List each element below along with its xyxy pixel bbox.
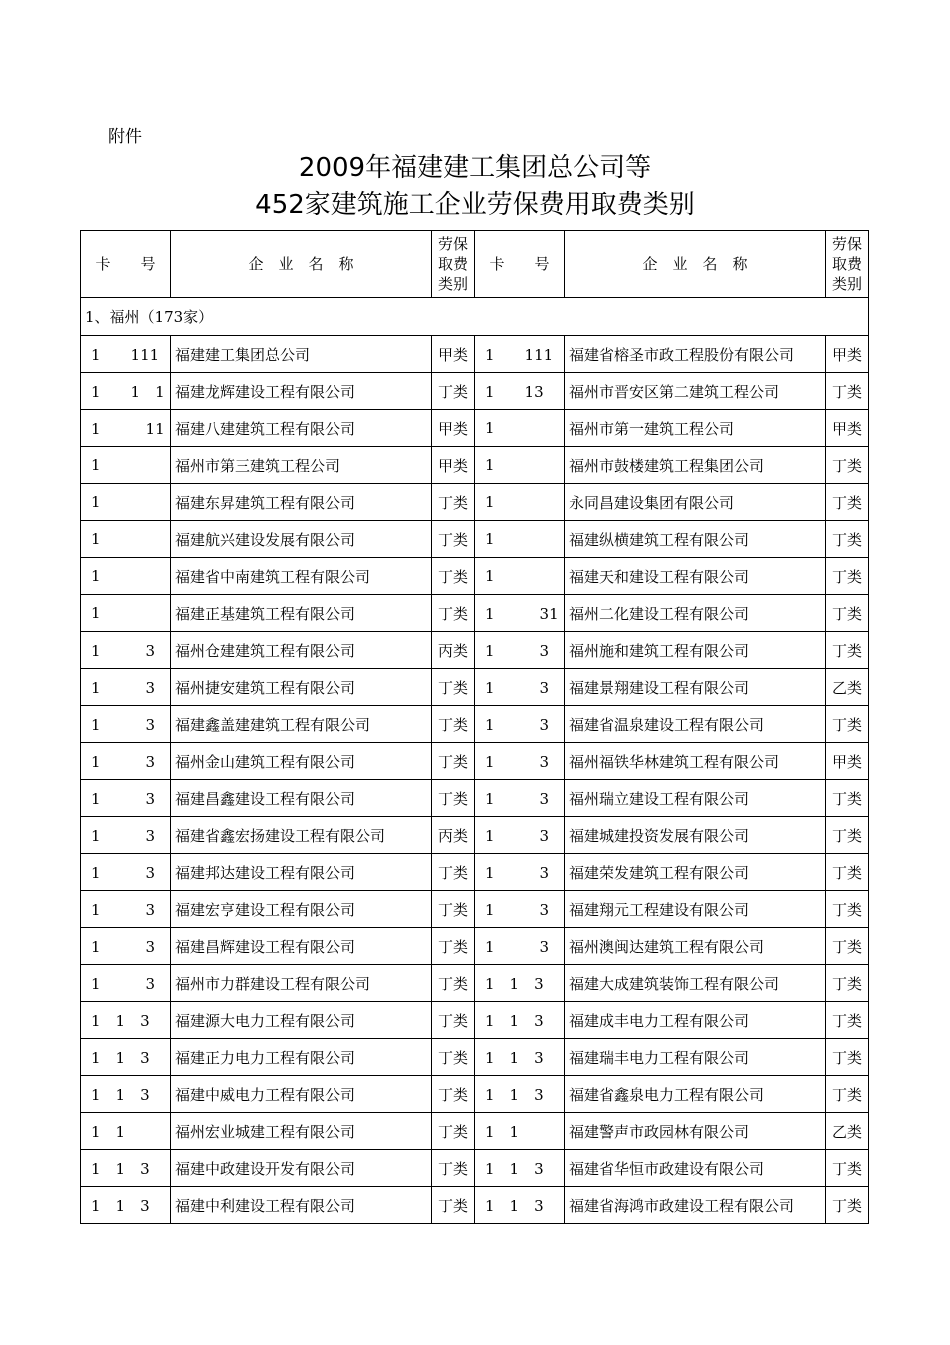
right-fee-class: 丁类 — [826, 1076, 869, 1113]
left-fee-class: 丁类 — [432, 669, 475, 706]
right-company-name: 福州市晋安区第二建筑工程公司 — [565, 373, 826, 410]
left-card-no: 1 3 — [81, 743, 171, 780]
right-fee-class: 甲类 — [826, 336, 869, 373]
left-card-no: 1 1 — [81, 1113, 171, 1150]
left-card-no: 1 1 3 — [81, 1076, 171, 1113]
fee-class-table — [80, 230, 869, 1224]
header-company-left: 企 业 名 称 — [171, 231, 432, 298]
right-company-name: 福建翔元工程建设有限公司 — [565, 891, 826, 928]
table-row — [81, 410, 869, 447]
left-company-name: 福建航兴建设发展有限公司 — [171, 521, 432, 558]
table-row — [81, 558, 869, 595]
table-row — [81, 854, 869, 891]
table-row — [81, 1076, 869, 1113]
left-company-name: 福州捷安建筑工程有限公司 — [171, 669, 432, 706]
right-company-name: 福州福铁华林建筑工程有限公司 — [565, 743, 826, 780]
table-row — [81, 484, 869, 521]
left-fee-class: 丁类 — [432, 1076, 475, 1113]
left-card-no: 1 111 — [81, 336, 171, 373]
table-row — [81, 891, 869, 928]
right-fee-class: 丁类 — [826, 965, 869, 1002]
right-fee-class: 乙类 — [826, 669, 869, 706]
right-company-name: 福建纵横建筑工程有限公司 — [565, 521, 826, 558]
table-row — [81, 706, 869, 743]
left-company-name: 福建东昇建筑工程有限公司 — [171, 484, 432, 521]
right-company-name: 福州瑞立建设工程有限公司 — [565, 780, 826, 817]
right-company-name: 福建省鑫泉电力工程有限公司 — [565, 1076, 826, 1113]
right-card-no: 1 — [475, 410, 565, 447]
table-header-row — [81, 231, 869, 298]
right-card-no: 1 111 — [475, 336, 565, 373]
right-company-name: 福建省华恒市政建设有限公司 — [565, 1150, 826, 1187]
table-row — [81, 447, 869, 484]
right-fee-class: 丁类 — [826, 1150, 869, 1187]
left-fee-class: 丁类 — [432, 1039, 475, 1076]
table-row — [81, 336, 869, 373]
right-card-no: 1 3 — [475, 928, 565, 965]
right-card-no: 1 3 — [475, 780, 565, 817]
right-company-name: 福州澳闽达建筑工程有限公司 — [565, 928, 826, 965]
right-company-name: 福州市鼓楼建筑工程集团公司 — [565, 447, 826, 484]
left-fee-class: 丁类 — [432, 1187, 475, 1224]
left-company-name: 福建省中南建筑工程有限公司 — [171, 558, 432, 595]
right-card-no: 1 1 3 — [475, 1187, 565, 1224]
table-row — [81, 632, 869, 669]
table-row — [81, 373, 869, 410]
right-card-no: 1 1 3 — [475, 965, 565, 1002]
left-fee-class: 丁类 — [432, 484, 475, 521]
left-company-name: 福建八建建筑工程有限公司 — [171, 410, 432, 447]
table-row — [81, 817, 869, 854]
left-fee-class: 丁类 — [432, 521, 475, 558]
left-fee-class: 甲类 — [432, 410, 475, 447]
table-row — [81, 1187, 869, 1224]
left-company-name: 福建正基建筑工程有限公司 — [171, 595, 432, 632]
left-card-no: 1 3 — [81, 780, 171, 817]
left-company-name: 福建建工集团总公司 — [171, 336, 432, 373]
left-card-no: 1 3 — [81, 632, 171, 669]
table-row — [81, 965, 869, 1002]
page-title-line2: 452家建筑施工企业劳保费用取费类别 — [255, 190, 695, 220]
right-fee-class: 丁类 — [826, 558, 869, 595]
left-fee-class: 丁类 — [432, 706, 475, 743]
right-fee-class: 丁类 — [826, 632, 869, 669]
header-card-no-right: 卡 号 — [475, 231, 565, 298]
left-fee-class: 丁类 — [432, 1150, 475, 1187]
left-company-name: 福建源大电力工程有限公司 — [171, 1002, 432, 1039]
left-fee-class: 丁类 — [432, 780, 475, 817]
table-row — [81, 1002, 869, 1039]
left-card-no: 1 3 — [81, 706, 171, 743]
right-company-name: 福建大成建筑装饰工程有限公司 — [565, 965, 826, 1002]
left-fee-class: 丁类 — [432, 1002, 475, 1039]
left-fee-class: 甲类 — [432, 336, 475, 373]
right-card-no: 1 — [475, 558, 565, 595]
region-label: 1、福州（173家） — [81, 298, 869, 336]
left-card-no: 1 1 3 — [81, 1187, 171, 1224]
right-card-no: 1 3 — [475, 891, 565, 928]
page-title-line1: 2009年福建建工集团总公司等 — [298, 153, 652, 183]
left-card-no: 1 — [81, 595, 171, 632]
left-company-name: 福建昌鑫建设工程有限公司 — [171, 780, 432, 817]
right-company-name: 福州市第一建筑工程公司 — [565, 410, 826, 447]
left-company-name: 福建鑫盖建建筑工程有限公司 — [171, 706, 432, 743]
right-card-no: 1 3 — [475, 632, 565, 669]
right-fee-class: 丁类 — [826, 817, 869, 854]
left-card-no: 1 1 3 — [81, 1150, 171, 1187]
header-company-right: 企 业 名 称 — [565, 231, 826, 298]
header-fee-class-right: 劳保取费类别 — [826, 231, 869, 298]
right-card-no: 1 3 — [475, 706, 565, 743]
right-company-name: 福建省海鸿市政建设工程有限公司 — [565, 1187, 826, 1224]
left-company-name: 福建昌辉建设工程有限公司 — [171, 928, 432, 965]
left-company-name: 福建正力电力工程有限公司 — [171, 1039, 432, 1076]
left-company-name: 福建中政建设开发有限公司 — [171, 1150, 432, 1187]
left-company-name: 福建邦达建设工程有限公司 — [171, 854, 432, 891]
right-company-name: 福建瑞丰电力工程有限公司 — [565, 1039, 826, 1076]
table-row — [81, 928, 869, 965]
right-card-no: 1 — [475, 447, 565, 484]
right-fee-class: 丁类 — [826, 447, 869, 484]
left-company-name: 福州市力群建设工程有限公司 — [171, 965, 432, 1002]
right-fee-class: 丁类 — [826, 1187, 869, 1224]
right-card-no: 1 — [475, 484, 565, 521]
right-card-no: 1 1 3 — [475, 1076, 565, 1113]
table-row — [81, 595, 869, 632]
left-card-no: 1 3 — [81, 669, 171, 706]
right-fee-class: 丁类 — [826, 854, 869, 891]
right-fee-class: 丁类 — [826, 1039, 869, 1076]
right-card-no: 1 3 — [475, 817, 565, 854]
right-card-no: 1 1 3 — [475, 1150, 565, 1187]
left-card-no: 1 3 — [81, 891, 171, 928]
left-fee-class: 丁类 — [432, 965, 475, 1002]
region-row — [81, 298, 869, 336]
left-card-no: 1 — [81, 521, 171, 558]
left-company-name: 福建宏亨建设工程有限公司 — [171, 891, 432, 928]
left-fee-class: 丁类 — [432, 854, 475, 891]
left-company-name: 福建中威电力工程有限公司 — [171, 1076, 432, 1113]
left-card-no: 1 3 — [81, 965, 171, 1002]
right-company-name: 福建成丰电力工程有限公司 — [565, 1002, 826, 1039]
left-fee-class: 丙类 — [432, 817, 475, 854]
right-company-name: 永同昌建设集团有限公司 — [565, 484, 826, 521]
right-company-name: 福建省榕圣市政工程股份有限公司 — [565, 336, 826, 373]
table-row — [81, 780, 869, 817]
right-fee-class: 丁类 — [826, 484, 869, 521]
left-card-no: 1 11 — [81, 410, 171, 447]
left-card-no: 1 3 — [81, 928, 171, 965]
right-company-name: 福建荣发建筑工程有限公司 — [565, 854, 826, 891]
header-fee-class-left: 劳保取费类别 — [432, 231, 475, 298]
left-card-no: 1 — [81, 558, 171, 595]
left-fee-class: 丁类 — [432, 558, 475, 595]
left-fee-class: 丁类 — [432, 595, 475, 632]
right-card-no: 1 3 — [475, 854, 565, 891]
right-card-no: 1 3 — [475, 743, 565, 780]
left-card-no: 1 3 — [81, 854, 171, 891]
left-company-name: 福建龙辉建设工程有限公司 — [171, 373, 432, 410]
right-fee-class: 甲类 — [826, 410, 869, 447]
right-fee-class: 丁类 — [826, 928, 869, 965]
right-company-name: 福建省温泉建设工程有限公司 — [565, 706, 826, 743]
right-fee-class: 丁类 — [826, 521, 869, 558]
table-row — [81, 521, 869, 558]
right-fee-class: 丁类 — [826, 1002, 869, 1039]
right-fee-class: 丁类 — [826, 780, 869, 817]
right-fee-class: 丁类 — [826, 706, 869, 743]
table-row — [81, 669, 869, 706]
right-company-name: 福建景翔建设工程有限公司 — [565, 669, 826, 706]
left-fee-class: 丁类 — [432, 743, 475, 780]
header-card-no-left: 卡 号 — [81, 231, 171, 298]
left-fee-class: 丁类 — [432, 928, 475, 965]
table-row — [81, 743, 869, 780]
right-fee-class: 丁类 — [826, 891, 869, 928]
table-row — [81, 1039, 869, 1076]
right-fee-class: 乙类 — [826, 1113, 869, 1150]
table-row — [81, 1113, 869, 1150]
right-card-no: 1 — [475, 521, 565, 558]
right-card-no: 1 3 — [475, 669, 565, 706]
right-fee-class: 丁类 — [826, 373, 869, 410]
left-company-name: 福州市第三建筑工程公司 — [171, 447, 432, 484]
right-card-no: 1 1 3 — [475, 1039, 565, 1076]
left-fee-class: 甲类 — [432, 447, 475, 484]
attachment-label: 附件 — [108, 127, 142, 147]
right-company-name: 福建城建投资发展有限公司 — [565, 817, 826, 854]
right-card-no: 1 1 — [475, 1113, 565, 1150]
left-company-name: 福建中利建设工程有限公司 — [171, 1187, 432, 1224]
left-card-no: 1 — [81, 484, 171, 521]
right-company-name: 福建天和建设工程有限公司 — [565, 558, 826, 595]
left-card-no: 1 1 1 — [81, 373, 171, 410]
left-company-name: 福州宏业城建工程有限公司 — [171, 1113, 432, 1150]
right-card-no: 1 31 — [475, 595, 565, 632]
left-fee-class: 丁类 — [432, 1113, 475, 1150]
left-fee-class: 丁类 — [432, 373, 475, 410]
right-card-no: 1 13 — [475, 373, 565, 410]
right-fee-class: 甲类 — [826, 743, 869, 780]
right-card-no: 1 1 3 — [475, 1002, 565, 1039]
left-company-name: 福州仓建建筑工程有限公司 — [171, 632, 432, 669]
table-row — [81, 1150, 869, 1187]
left-card-no: 1 3 — [81, 817, 171, 854]
right-company-name: 福州施和建筑工程有限公司 — [565, 632, 826, 669]
left-card-no: 1 1 3 — [81, 1002, 171, 1039]
right-fee-class: 丁类 — [826, 595, 869, 632]
left-company-name: 福建省鑫宏扬建设工程有限公司 — [171, 817, 432, 854]
left-fee-class: 丁类 — [432, 891, 475, 928]
right-company-name: 福建警声市政园林有限公司 — [565, 1113, 826, 1150]
right-company-name: 福州二化建设工程有限公司 — [565, 595, 826, 632]
left-fee-class: 丙类 — [432, 632, 475, 669]
left-card-no: 1 — [81, 447, 171, 484]
left-card-no: 1 1 3 — [81, 1039, 171, 1076]
left-company-name: 福州金山建筑工程有限公司 — [171, 743, 432, 780]
